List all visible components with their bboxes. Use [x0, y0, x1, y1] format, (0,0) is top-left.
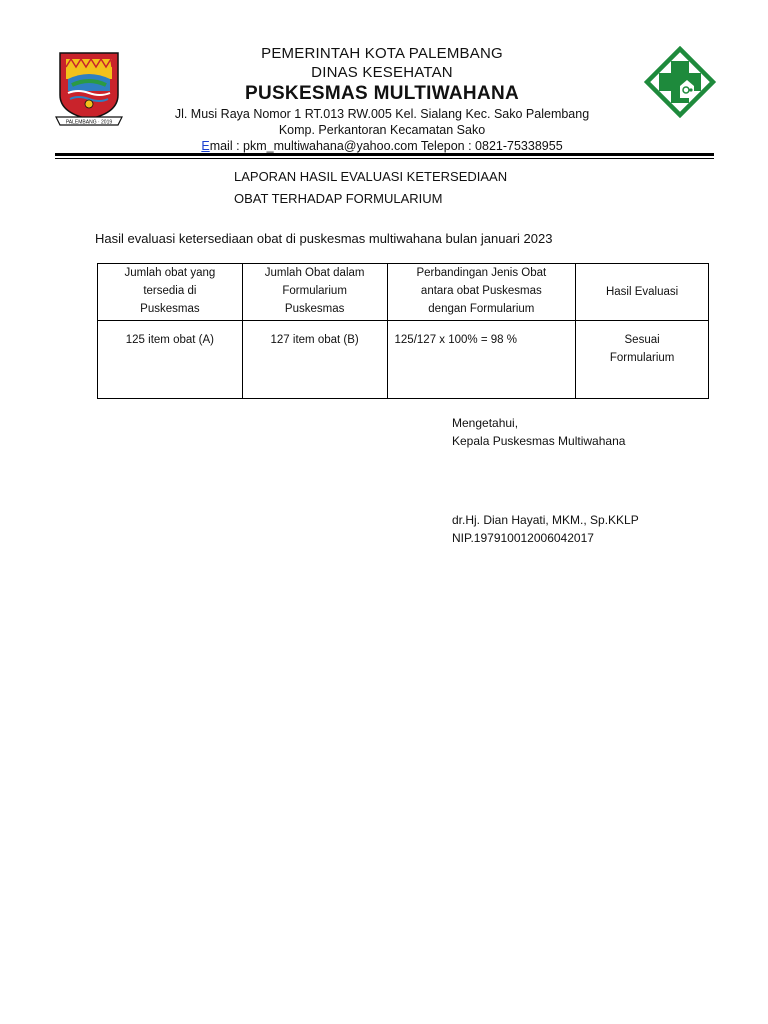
- cell-evaluation-result: [576, 321, 709, 399]
- header-formulary-medicines: [242, 264, 387, 321]
- letterhead: [130, 44, 634, 154]
- letterhead-rule-thin: [55, 158, 714, 159]
- cell-comparison: 125/127 x 100% = 98 %: [387, 321, 576, 399]
- report-title: [196, 166, 526, 210]
- department-line: DINAS KESEHATAN: [311, 64, 453, 81]
- emblem-banner-text: PALEMBANG · 2019: [65, 119, 113, 126]
- signature-footer: [452, 511, 639, 547]
- letterhead-rule-thick: [55, 153, 714, 156]
- header-text: tersedia di: [143, 285, 197, 297]
- header-text: Hasil Evaluasi: [605, 286, 679, 298]
- acknowledged-label: Mengetahui,: [452, 416, 519, 430]
- puskesmas-cross-logo-icon: [644, 46, 716, 118]
- header-available-medicines: [98, 264, 243, 321]
- header-text: dengan Formularium: [428, 303, 535, 315]
- header-text: Formularium: [282, 285, 347, 297]
- email-link[interactable]: E: [201, 139, 210, 153]
- result-line-1: Sesuai: [624, 334, 660, 346]
- header-text: Puskesmas: [284, 303, 345, 315]
- header-text: antara obat Puskesmas: [420, 285, 542, 297]
- government-line: PEMERINTAH KOTA PALEMBANG: [261, 45, 503, 62]
- institution-name: PUSKESMAS MULTIWAHANA: [244, 83, 520, 104]
- address-line-2: Komp. Perkantoran Kecamatan Sako: [278, 123, 486, 137]
- report-title-line-2: OBAT TERHADAP FORMULARIUM: [234, 191, 443, 206]
- contact-line: [130, 138, 634, 154]
- signature-header: [452, 414, 625, 450]
- header-text: Puskesmas: [140, 303, 200, 315]
- header-text: Jumlah Obat dalam: [264, 267, 365, 279]
- report-title-line-1: LAPORAN HASIL EVALUASI KETERSEDIAAN: [234, 169, 508, 184]
- signer-nip: NIP.197910012006042017: [452, 531, 594, 545]
- palembang-city-emblem-icon: [54, 47, 124, 129]
- signer-position: Kepala Puskesmas Multiwahana: [452, 434, 626, 448]
- table-header-row: [98, 264, 709, 321]
- cell-available-count: 125 item obat (A): [98, 321, 243, 399]
- cell-formulary-count: 127 item obat (B): [242, 321, 387, 399]
- signer-name: dr.Hj. Dian Hayati, MKM., Sp.KKLP: [452, 513, 639, 527]
- contact-text: mail : pkm_multiwahana@yahoo.com Telepon : 0821-75338955: [209, 139, 563, 153]
- header-comparison: [387, 264, 576, 321]
- table-row: [98, 321, 709, 399]
- header-text: Jumlah obat yang: [124, 267, 216, 279]
- header-evaluation-result: [576, 264, 709, 321]
- result-line-2: Formularium: [609, 352, 675, 364]
- evaluation-table: [97, 263, 709, 399]
- header-text: Perbandingan Jenis Obat: [416, 267, 547, 279]
- address-line-1: Jl. Musi Raya Nomor 1 RT.013 RW.005 Kel. Sialang Kec. Sako Palembang: [174, 107, 590, 121]
- intro-paragraph: Hasil evaluasi ketersediaan obat di puskesmas multiwahana bulan januari 2023: [95, 231, 553, 246]
